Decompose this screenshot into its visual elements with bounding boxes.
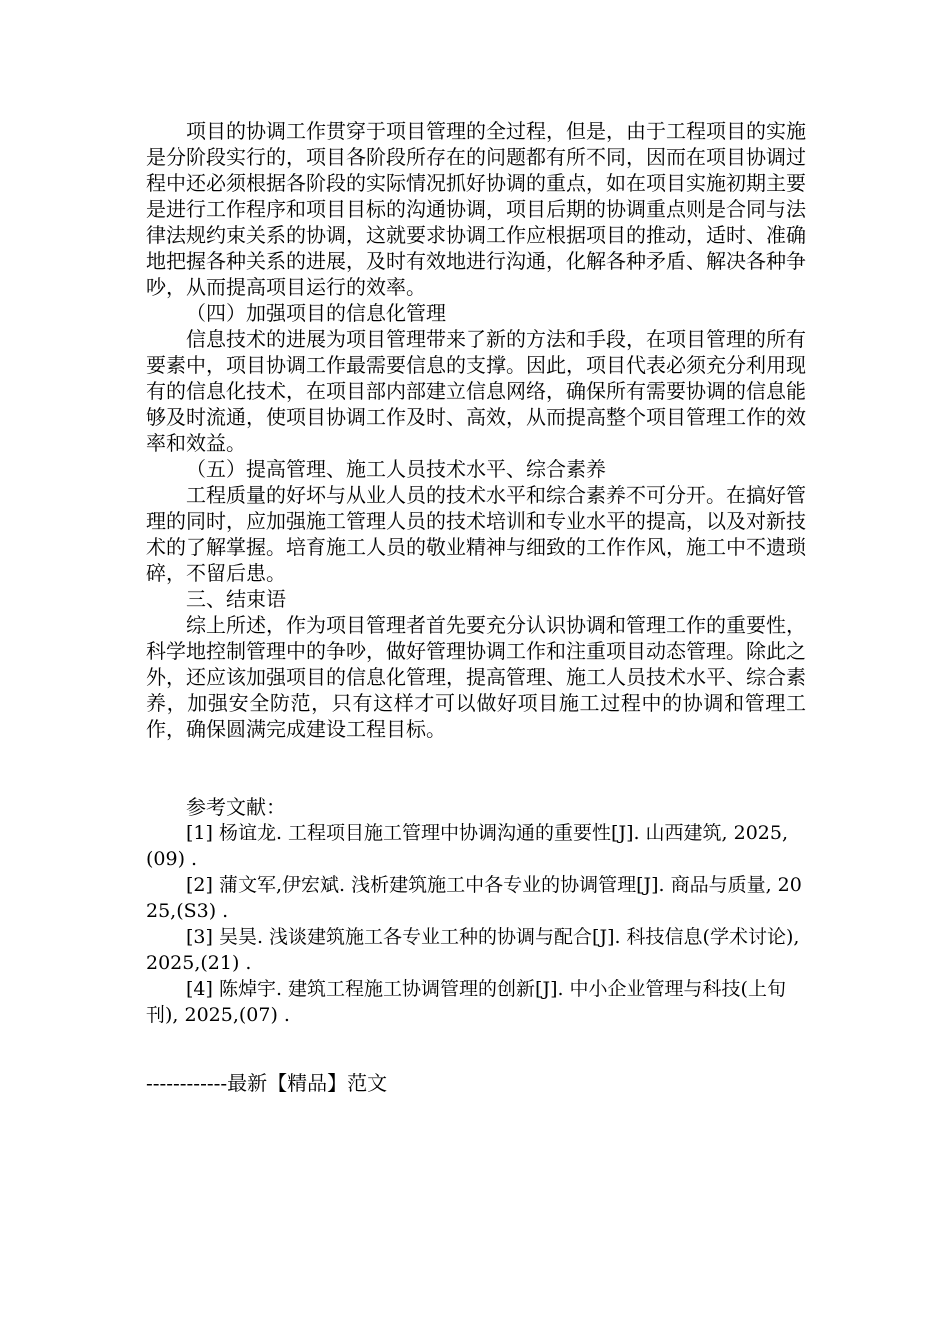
reference-item-1: [1] 杨谊龙. 工程项目施工管理中协调沟通的重要性[J]. 山西建筑, 2025,(09) . bbox=[146, 822, 789, 870]
footer-tagline: ------------最新【精品】范文 bbox=[146, 1071, 388, 1095]
section-heading-4: （四）加强项目的信息化管理 bbox=[186, 301, 446, 325]
document-body bbox=[146, 118, 806, 1028]
reference-item-3: [3] 吴昊. 浅谈建筑施工各专业工种的协调与配合[J]. 科技信息(学术讨论), 2025,(21) . bbox=[146, 926, 800, 974]
paragraph-conclusion: 综上所述，作为项目管理者首先要充分认识协调和管理工作的重要性，科学地控制管理中的争吵，做好管理协调工作和注重项目动态管理。除此之外，还应该加强项目的信息化管理，提高管理、施工人员技术水平、综合素养，加强安全防范，只有这样才可以做好项目施工过程中的协调和管理工作，确保圆满完成建设工程目标。 bbox=[146, 613, 806, 741]
references-title: 参考文献： bbox=[186, 795, 286, 819]
section-heading-5: （五）提高管理、施工人员技术水平、综合素养 bbox=[186, 457, 606, 481]
reference-item-2: [2] 蒲文军,伊宏斌. 浅析建筑施工中各专业的协调管理[J]. 商品与质量, 2025,(S3) . bbox=[146, 874, 802, 922]
paragraph-staff-quality: 工程质量的好坏与从业人员的技术水平和综合素养不可分开。在搞好管理的同时，应加强施工管理人员的技术培训和专业水平的提高，以及对新技术的了解掌握。培育施工人员的敬业精神与细致的工作作风，施工中不遗琐碎，不留后患。 bbox=[146, 483, 806, 585]
paragraph-informatization: 信息技术的进展为项目管理带来了新的方法和手段，在项目管理的所有要素中，项目协调工作最需要信息的支撑。因此，项目代表必须充分利用现有的信息化技术，在项目部内部建立信息网络，确保所有需要协调的信息能够及时流通，使项目协调工作及时、高效，从而提高整个项目管理工作的效率和效益。 bbox=[146, 327, 806, 455]
section-heading-conclusion: 三、结束语 bbox=[186, 587, 286, 611]
spacer bbox=[146, 742, 806, 794]
reference-item-4: [4] 陈焯宇. 建筑工程施工协调管理的创新[J]. 中小企业管理与科技(上旬刊), 2025,(07) . bbox=[146, 978, 786, 1026]
paragraph-coordination-phases: 项目的协调工作贯穿于项目管理的全过程，但是，由于工程项目的实施是分阶段实行的，项目各阶段所存在的问题都有所不同，因而在项目协调过程中还必须根据各阶段的实际情况抓好协调的重点，如在项目实施初期主要是进行工作程序和项目目标的沟通协调，项目后期的协调重点则是合同与法律法规约束关系的协调，这就要求协调工作应根据项目的推动，适时、准确地把握各种关系的进展，及时有效地进行沟通，化解各种矛盾、解决各种争吵，从而提高项目运行的效率。 bbox=[146, 119, 806, 299]
